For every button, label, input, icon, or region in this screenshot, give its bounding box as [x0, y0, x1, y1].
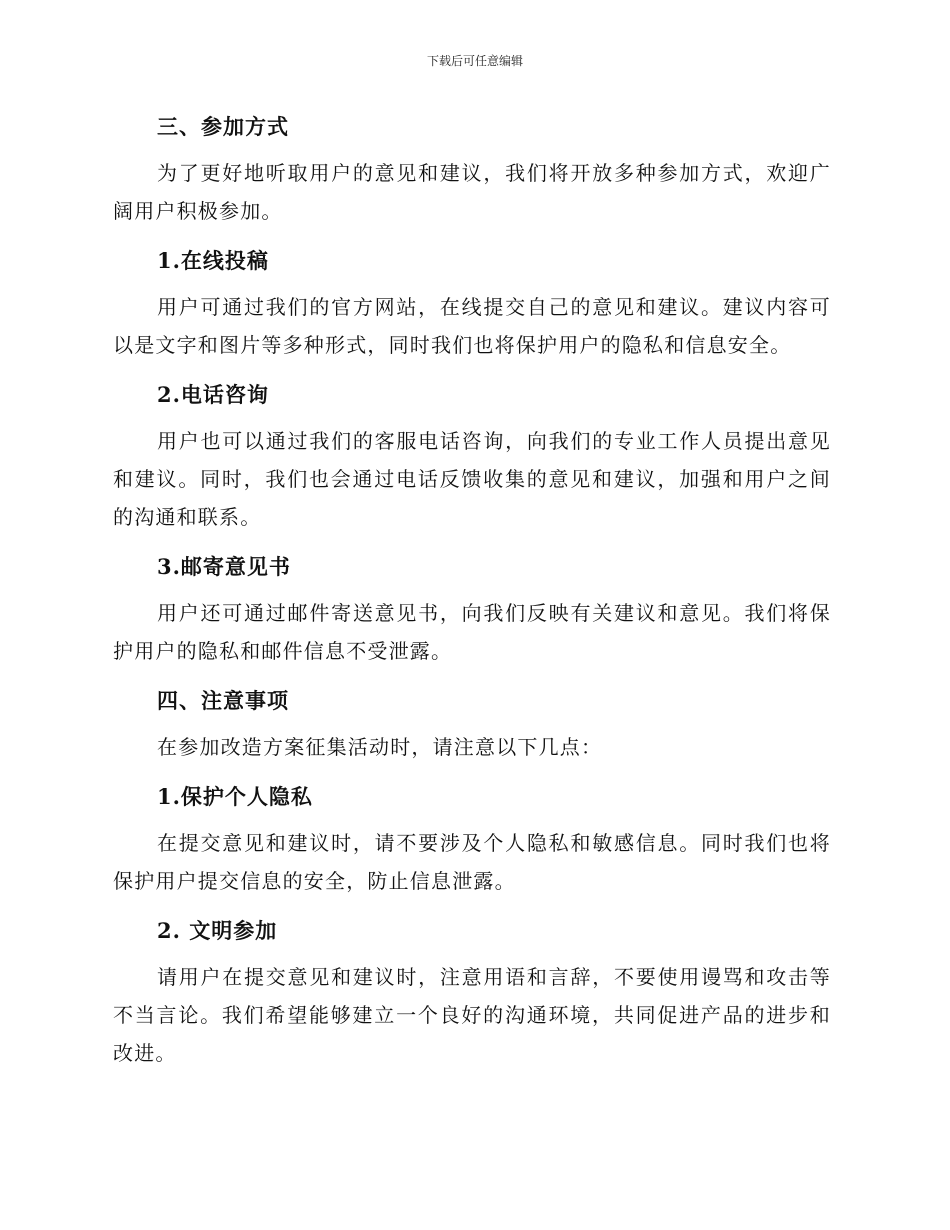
section-heading-notes: 四、注意事项 — [157, 688, 289, 713]
paragraph-notes-intro: 在参加改造方案征集活动时，请注意以下几点： — [157, 735, 603, 759]
paragraph-online-submission: 用户可通过我们的官方网站，在线提交自己的意见和建议。建议内容可以是文字和图片等多种形式，同时我们也将保护用户的隐私和信息安全。 — [113, 295, 831, 357]
paragraph-phone-consultation: 用户也可以通过我们的客服电话咨询，向我们的专业工作人员提出意见和建议。同时，我们也会通过电话反馈收集的意见和建议，加强和用户之间的沟通和联系。 — [113, 429, 831, 529]
subheading-phone-consultation: 2.电话咨询 — [157, 382, 269, 407]
subheading-privacy: 1.保护个人隐私 — [157, 784, 313, 809]
paragraph-participation-intro: 为了更好地听取用户的意见和建议，我们将开放多种参加方式，欢迎广阔用户积极参加。 — [113, 161, 831, 223]
page-header: 下载后可任意编辑 — [426, 54, 523, 68]
paragraph-civil-participation: 请用户在提交意见和建议时，注意用语和言辞，不要使用谩骂和攻击等不当言论。我们希望能够建立一个良好的沟通环境，共同促进产品的进步和改进。 — [113, 965, 831, 1065]
subheading-civil-participation: 2. 文明参加 — [157, 918, 278, 943]
section-heading-participation: 三、参加方式 — [157, 114, 289, 139]
subheading-mail-letter: 3.邮寄意见书 — [157, 554, 291, 579]
subheading-online-submission: 1.在线投稿 — [157, 248, 269, 273]
document-body — [113, 108, 831, 1084]
paragraph-mail-letter: 用户还可通过邮件寄送意见书，向我们反映有关建议和意见。我们将保护用户的隐私和邮件信息不受泄露。 — [113, 601, 831, 663]
paragraph-privacy: 在提交意见和建议时，请不要涉及个人隐私和敏感信息。同时我们也将保护用户提交信息的安全，防止信息泄露。 — [113, 831, 831, 893]
